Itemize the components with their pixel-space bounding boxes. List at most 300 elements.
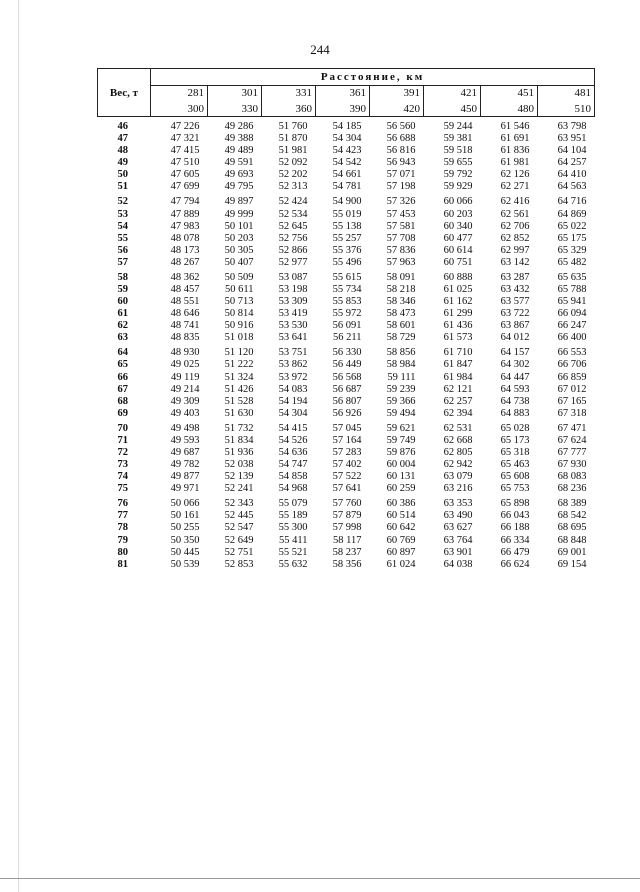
tariff-value-cell: 58 856: [386, 347, 416, 359]
weight-cell: 66: [117, 371, 128, 383]
tariff-value-cell: 64 738: [500, 395, 530, 407]
table-row: [98, 408, 595, 420]
tariff-value-cell: 49 489: [224, 145, 254, 157]
table-row: [98, 459, 595, 471]
tariff-value-cell: 50 101: [224, 220, 254, 232]
tariff-value-cell: 65 028: [500, 422, 530, 434]
tariff-value-cell: 55 257: [332, 232, 362, 244]
tariff-value-cell: 62 257: [443, 395, 473, 407]
tariff-value-cell: 60 897: [386, 546, 416, 558]
tariff-value-cell: 61 162: [443, 296, 473, 308]
tariff-value-cell: 55 853: [332, 296, 362, 308]
tariff-value-cell: 65 482: [557, 256, 587, 268]
weight-cell: 80: [117, 546, 128, 558]
table-row: [98, 547, 595, 559]
tariff-value-cell: 55 632: [278, 558, 308, 570]
tariff-value-cell: 54 304: [332, 133, 362, 145]
tariff-value-cell: 63 764: [443, 534, 473, 546]
tariff-value-cell: 56 449: [332, 359, 362, 371]
distance-range-header: [370, 86, 424, 117]
table-row: [98, 181, 595, 193]
tariff-value-cell: 62 394: [443, 407, 473, 419]
tariff-value-cell: 60 386: [386, 498, 416, 510]
tariff-value-cell: 49 403: [170, 407, 200, 419]
table-row: [98, 559, 595, 571]
tariff-value-cell: 55 138: [332, 220, 362, 232]
tariff-value-cell: 68 695: [557, 522, 587, 534]
tariff-value-cell: 59 239: [386, 383, 416, 395]
weight-cell: 67: [117, 383, 128, 395]
weight-cell: 76: [117, 498, 128, 510]
table-row: [98, 447, 595, 459]
table-row: [98, 284, 595, 296]
range-to: 300: [187, 103, 204, 115]
table-row: [98, 495, 595, 510]
weight-cell: 68: [117, 395, 128, 407]
tariff-value-cell: 52 977: [278, 256, 308, 268]
tariff-value-cell: 63 901: [443, 546, 473, 558]
tariff-value-cell: 49 971: [170, 483, 200, 495]
tariff-value-cell: 58 984: [386, 359, 416, 371]
tariff-value-cell: 51 981: [278, 145, 308, 157]
tariff-value-cell: 61 025: [443, 283, 473, 295]
weight-cell: 59: [117, 283, 128, 295]
tariff-value-cell: 47 510: [170, 157, 200, 169]
tariff-value-cell: 61 847: [443, 359, 473, 371]
tariff-value-cell: 51 936: [224, 447, 254, 459]
tariff-value-cell: 63 951: [557, 133, 587, 145]
tariff-value-cell: 53 751: [278, 347, 308, 359]
tariff-value-cell: 48 835: [170, 332, 200, 344]
weight-cell: 71: [117, 434, 128, 446]
tariff-value-cell: 49 591: [224, 157, 254, 169]
tariff-value-cell: 66 624: [500, 558, 530, 570]
weight-cell: 65: [117, 359, 128, 371]
tariff-value-cell: 54 542: [332, 157, 362, 169]
distance-range-header: [481, 86, 538, 117]
weight-cell: 47: [117, 133, 128, 145]
weight-cell: 49: [117, 157, 128, 169]
tariff-value-cell: 64 869: [557, 208, 587, 220]
tariff-table: [97, 68, 595, 571]
tariff-value-cell: 60 477: [443, 232, 473, 244]
page-bottom-edge: [0, 878, 640, 879]
table-row: [98, 510, 595, 522]
tariff-value-cell: 59 749: [386, 434, 416, 446]
table-row: [98, 471, 595, 483]
tariff-value-cell: 47 321: [170, 133, 200, 145]
tariff-value-cell: 52 445: [224, 510, 254, 522]
tariff-value-cell: 65 175: [557, 232, 587, 244]
tariff-value-cell: 63 798: [557, 121, 587, 132]
tariff-value-cell: 62 416: [500, 196, 530, 208]
tariff-value-cell: 58 601: [386, 320, 416, 332]
tariff-value-cell: 59 518: [443, 145, 473, 157]
tariff-value-cell: 62 997: [500, 244, 530, 256]
tariff-value-cell: 65 173: [500, 434, 530, 446]
tariff-value-cell: 62 126: [500, 169, 530, 181]
table-row: [98, 145, 595, 157]
tariff-value-cell: 68 542: [557, 510, 587, 522]
tariff-value-cell: 60 751: [443, 256, 473, 268]
tariff-value-cell: 52 751: [224, 546, 254, 558]
table-row: [98, 221, 595, 233]
weight-cell: 79: [117, 534, 128, 546]
tariff-value-cell: 48 457: [170, 283, 200, 295]
table-row: [98, 522, 595, 534]
tariff-value-cell: 65 788: [557, 283, 587, 295]
tariff-value-cell: 50 203: [224, 232, 254, 244]
tariff-value-cell: 57 836: [386, 244, 416, 256]
tariff-value-cell: 50 713: [224, 296, 254, 308]
tariff-value-cell: 51 222: [224, 359, 254, 371]
tariff-value-cell: 48 551: [170, 296, 200, 308]
tariff-value-cell: 57 522: [332, 471, 362, 483]
tariff-value-cell: 58 091: [386, 271, 416, 283]
tariff-value-cell: 66 859: [557, 371, 587, 383]
tariff-value-cell: 47 605: [170, 169, 200, 181]
tariff-value-cell: 66 400: [557, 332, 587, 344]
tariff-value-cell: 49 388: [224, 133, 254, 145]
tariff-value-cell: 56 211: [333, 332, 362, 344]
range-to: 480: [517, 103, 534, 115]
tariff-value-cell: 55 615: [332, 271, 362, 283]
tariff-value-cell: 60 642: [386, 522, 416, 534]
tariff-value-cell: 55 521: [278, 546, 308, 558]
tariff-value-cell: 59 876: [386, 447, 416, 459]
tariff-value-cell: 65 318: [500, 447, 530, 459]
tariff-value-cell: 51 120: [224, 347, 254, 359]
tariff-value-cell: 53 198: [278, 283, 308, 295]
tariff-value-cell: 55 189: [278, 510, 308, 522]
tariff-value-cell: 57 641: [332, 483, 362, 495]
tariff-value-cell: 53 419: [278, 308, 308, 320]
tariff-value-cell: 52 241: [224, 483, 254, 495]
weight-cell: 77: [117, 510, 128, 522]
tariff-value-cell: 50 814: [224, 308, 254, 320]
tariff-value-cell: 62 942: [443, 459, 473, 471]
weight-cell: 63: [117, 332, 128, 344]
tariff-value-cell: 51 018: [224, 332, 254, 344]
tariff-value-cell: 67 318: [557, 407, 587, 419]
tariff-value-cell: 57 402: [332, 459, 362, 471]
tariff-value-cell: 52 139: [224, 471, 254, 483]
tariff-value-cell: 67 624: [557, 434, 587, 446]
tariff-value-cell: 68 083: [557, 471, 587, 483]
tariff-value-cell: 61 836: [500, 145, 530, 157]
tariff-value-cell: 64 012: [500, 332, 530, 344]
weight-cell: 48: [117, 145, 128, 157]
distance-ranges-row: [98, 86, 595, 117]
tariff-value-cell: 63 627: [443, 522, 473, 534]
tariff-value-cell: 56 560: [386, 121, 416, 132]
tariff-value-cell: 55 019: [332, 208, 362, 220]
tariff-value-cell: 60 614: [443, 244, 473, 256]
tariff-value-cell: 52 343: [224, 498, 254, 510]
tariff-value-cell: 64 563: [557, 181, 587, 193]
tariff-value-cell: 52 547: [224, 522, 254, 534]
tariff-value-cell: 62 852: [500, 232, 530, 244]
table-row: [98, 117, 595, 134]
tariff-value-cell: 49 782: [170, 459, 200, 471]
tariff-value-cell: 54 526: [278, 434, 308, 446]
tariff-value-cell: 66 553: [557, 347, 587, 359]
tariff-value-cell: 58 346: [386, 296, 416, 308]
tariff-value-cell: 67 930: [557, 459, 587, 471]
tariff-value-cell: 49 025: [170, 359, 200, 371]
tariff-value-cell: 69 154: [557, 558, 587, 570]
weight-cell: 78: [117, 522, 128, 534]
tariff-value-cell: 64 883: [500, 407, 530, 419]
tariff-value-cell: 51 324: [224, 371, 254, 383]
table-row: [98, 420, 595, 435]
tariff-value-cell: 49 795: [224, 181, 254, 193]
tariff-value-cell: 49 897: [224, 196, 254, 208]
table-row: [98, 359, 595, 371]
tariff-value-cell: 62 706: [500, 220, 530, 232]
table-row: [98, 208, 595, 220]
tariff-value-cell: 62 271: [500, 181, 530, 193]
table-row: [98, 269, 595, 284]
range-from: 451: [517, 87, 534, 99]
tariff-value-cell: 53 972: [278, 371, 308, 383]
table-row: [98, 245, 595, 257]
tariff-value-cell: 66 334: [500, 534, 530, 546]
tariff-value-cell: 51 426: [224, 383, 254, 395]
tariff-value-cell: 63 079: [443, 471, 473, 483]
tariff-value-cell: 61 546: [500, 121, 530, 132]
tariff-value-cell: 50 916: [224, 320, 254, 332]
tariff-value-cell: 52 092: [278, 157, 308, 169]
tariff-value-cell: 54 194: [278, 395, 308, 407]
tariff-value-cell: 49 214: [170, 383, 200, 395]
weight-cell: 57: [117, 256, 128, 268]
tariff-value-cell: 60 066: [443, 196, 473, 208]
tariff-value-cell: 50 161: [170, 510, 200, 522]
tariff-value-cell: 65 898: [500, 498, 530, 510]
tariff-value-cell: 49 999: [224, 208, 254, 220]
tariff-value-cell: 68 848: [557, 534, 587, 546]
tariff-value-cell: 58 356: [332, 558, 362, 570]
tariff-value-cell: 67 777: [557, 447, 587, 459]
table-row: [98, 320, 595, 332]
tariff-value-cell: 60 131: [386, 471, 416, 483]
tariff-value-cell: 57 283: [332, 447, 362, 459]
tariff-value-cell: 66 479: [500, 546, 530, 558]
tariff-value-cell: 49 593: [170, 434, 200, 446]
tariff-value-cell: 60 259: [386, 483, 416, 495]
tariff-value-cell: 64 410: [557, 169, 587, 181]
tariff-value-cell: 57 326: [386, 196, 416, 208]
tariff-value-cell: 61 984: [443, 371, 473, 383]
tariff-value-cell: 55 734: [332, 283, 362, 295]
weight-column-header: Вес, т: [98, 69, 151, 117]
range-from: 391: [403, 87, 420, 99]
tariff-value-cell: 47 794: [170, 196, 200, 208]
tariff-value-cell: 59 366: [386, 395, 416, 407]
tariff-value-cell: 64 302: [500, 359, 530, 371]
tariff-value-cell: 55 300: [278, 522, 308, 534]
range-from: 331: [295, 87, 312, 99]
table-row: [98, 133, 595, 145]
tariff-value-cell: 48 741: [170, 320, 200, 332]
tariff-value-cell: 57 198: [386, 181, 416, 193]
table-row: [98, 344, 595, 359]
range-to: 450: [460, 103, 477, 115]
tariff-value-cell: 50 350: [170, 534, 200, 546]
tariff-value-cell: 53 641: [278, 332, 308, 344]
table-row: [98, 157, 595, 169]
range-to: 510: [574, 103, 591, 115]
tariff-value-cell: 48 930: [170, 347, 200, 359]
tariff-value-cell: 66 247: [557, 320, 587, 332]
tariff-value-cell: 53 087: [278, 271, 308, 283]
tariff-value-cell: 51 834: [224, 434, 254, 446]
tariff-value-cell: 57 453: [386, 208, 416, 220]
tariff-value-cell: 55 376: [332, 244, 362, 256]
tariff-value-cell: 57 998: [332, 522, 362, 534]
tariff-value-cell: 62 668: [443, 434, 473, 446]
tariff-value-cell: 63 287: [500, 271, 530, 283]
tariff-value-cell: 63 867: [500, 320, 530, 332]
tariff-value-cell: 64 593: [500, 383, 530, 395]
distance-range-header: [208, 86, 262, 117]
tariff-value-cell: 52 038: [224, 459, 254, 471]
tariff-value-cell: 60 004: [386, 459, 416, 471]
tariff-value-cell: 65 022: [557, 220, 587, 232]
tariff-value-cell: 59 111: [387, 371, 416, 383]
page-number: 244: [310, 42, 330, 57]
tariff-value-cell: 61 299: [443, 308, 473, 320]
weight-cell: 62: [117, 320, 128, 332]
tariff-value-cell: 61 710: [443, 347, 473, 359]
tariff-value-cell: 47 983: [170, 220, 200, 232]
tariff-value-cell: 52 645: [278, 220, 308, 232]
tariff-value-cell: 54 968: [278, 483, 308, 495]
weight-cell: 46: [117, 121, 128, 132]
tariff-value-cell: 51 528: [224, 395, 254, 407]
tariff-value-cell: 57 963: [386, 256, 416, 268]
tariff-value-cell: 50 611: [225, 283, 254, 295]
tariff-value-cell: 49 693: [224, 169, 254, 181]
tariff-value-cell: 56 807: [332, 395, 362, 407]
tariff-value-cell: 68 389: [557, 498, 587, 510]
tariff-value-cell: 64 157: [500, 347, 530, 359]
table-row: [98, 308, 595, 320]
weight-cell: 56: [117, 244, 128, 256]
tariff-value-cell: 68 236: [557, 483, 587, 495]
tariff-value-cell: 49 498: [170, 422, 200, 434]
tariff-value-cell: 56 091: [332, 320, 362, 332]
tariff-value-cell: 56 687: [332, 383, 362, 395]
table-row: [98, 396, 595, 408]
tariff-value-cell: 51 630: [224, 407, 254, 419]
tariff-value-cell: 47 889: [170, 208, 200, 220]
tariff-value-cell: 48 173: [170, 244, 200, 256]
tariff-value-cell: 60 888: [443, 271, 473, 283]
tariff-value-cell: 62 531: [443, 422, 473, 434]
tariff-value-cell: 64 447: [500, 371, 530, 383]
tariff-value-cell: 67 165: [557, 395, 587, 407]
weight-cell: 60: [117, 296, 128, 308]
tariff-value-cell: 54 636: [278, 447, 308, 459]
distance-range-header: [316, 86, 370, 117]
tariff-value-cell: 67 012: [557, 383, 587, 395]
table-row: [98, 257, 595, 269]
range-to: 390: [349, 103, 366, 115]
tariff-value-cell: 63 577: [500, 296, 530, 308]
tariff-value-cell: 65 941: [557, 296, 587, 308]
tariff-value-cell: 61 573: [443, 332, 473, 344]
tariff-value-cell: 52 534: [278, 208, 308, 220]
tariff-value-cell: 50 407: [224, 256, 254, 268]
tariff-value-cell: 57 071: [386, 169, 416, 181]
tariff-value-cell: 53 309: [278, 296, 308, 308]
tariff-value-cell: 64 257: [557, 157, 587, 169]
tariff-value-cell: 59 792: [443, 169, 473, 181]
tariff-value-cell: 53 530: [278, 320, 308, 332]
tariff-value-cell: 59 494: [386, 407, 416, 419]
range-to: 360: [295, 103, 312, 115]
tariff-value-cell: 66 706: [557, 359, 587, 371]
table-row: [98, 233, 595, 245]
tariff-value-cell: 59 381: [443, 133, 473, 145]
tariff-value-cell: 50 539: [170, 558, 200, 570]
range-from: 301: [241, 87, 258, 99]
tariff-value-cell: 50 509: [224, 271, 254, 283]
tariff-value-cell: 65 463: [500, 459, 530, 471]
table-row: [98, 372, 595, 384]
tariff-value-cell: 57 581: [386, 220, 416, 232]
weight-cell: 50: [117, 169, 128, 181]
tariff-value-cell: 66 094: [557, 308, 587, 320]
distance-range-header: [262, 86, 316, 117]
weight-cell: 70: [117, 422, 128, 434]
table-body: [98, 117, 595, 571]
tariff-value-cell: 61 691: [500, 133, 530, 145]
tariff-value-cell: 59 655: [443, 157, 473, 169]
tariff-value-cell: 56 926: [332, 407, 362, 419]
range-from: 281: [187, 87, 204, 99]
weight-cell: 73: [117, 459, 128, 471]
tariff-value-cell: 47 699: [170, 181, 200, 193]
range-from: 481: [574, 87, 591, 99]
tariff-value-cell: 57 045: [332, 422, 362, 434]
tariff-value-cell: 56 943: [386, 157, 416, 169]
tariff-value-cell: 52 853: [224, 558, 254, 570]
weight-cell: 52: [117, 196, 128, 208]
tariff-value-cell: 65 329: [557, 244, 587, 256]
tariff-value-cell: 50 066: [170, 498, 200, 510]
tariff-value-cell: 58 237: [332, 546, 362, 558]
tariff-value-cell: 55 496: [332, 256, 362, 268]
scan-edge: [18, 0, 19, 892]
tariff-value-cell: 52 866: [278, 244, 308, 256]
tariff-value-cell: 54 415: [278, 422, 308, 434]
tariff-value-cell: 57 708: [386, 232, 416, 244]
table-row: [98, 384, 595, 396]
tariff-value-cell: 58 729: [386, 332, 416, 344]
weight-cell: 74: [117, 471, 128, 483]
tariff-value-cell: 48 362: [170, 271, 200, 283]
tariff-value-cell: 53 862: [278, 359, 308, 371]
tariff-value-cell: 58 473: [386, 308, 416, 320]
tariff-value-cell: 67 471: [557, 422, 587, 434]
distance-range-header: [151, 86, 208, 117]
tariff-value-cell: 54 900: [332, 196, 362, 208]
tariff-value-cell: 55 411: [279, 534, 308, 546]
tariff-value-cell: 63 432: [500, 283, 530, 295]
